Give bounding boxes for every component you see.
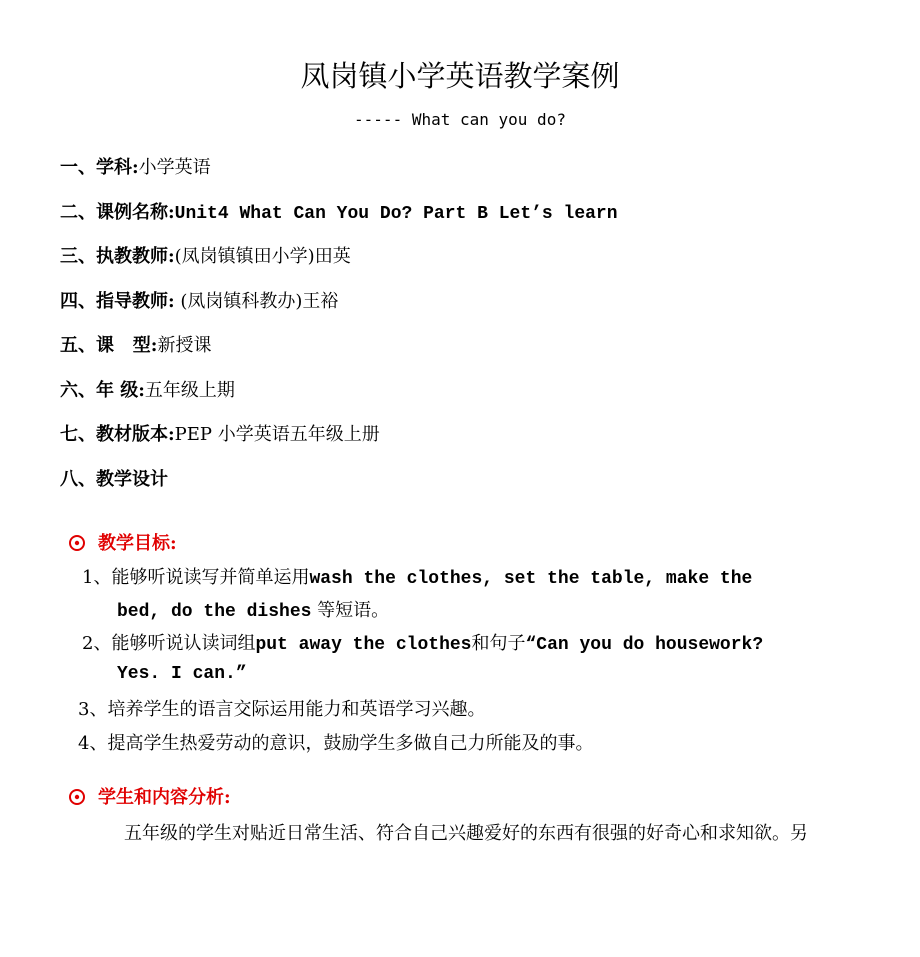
objective-text: 1、能够听说读写并简单运用 (82, 567, 310, 588)
field-grade (60, 376, 235, 402)
document-title: 凤岗镇小学英语教学案例 (300, 59, 620, 93)
field-value: 新授课 (157, 335, 212, 356)
document-subtitle: ----- What can you do? (354, 110, 566, 129)
objective-english: bed, do the dishes (117, 602, 312, 622)
field-value: Unit4 What Can You Do? Part B Let’s learn (174, 204, 618, 224)
field-value: PEP 小学英语五年级上册 (174, 424, 380, 445)
field-label: 三、执教教师: (60, 246, 175, 267)
objective-text: 等短语。 (317, 600, 390, 621)
field-supervisor (60, 287, 338, 313)
section-heading: 学生和内容分析: (98, 787, 231, 808)
field-label: 四、指导教师: (60, 291, 175, 312)
field-lesson-type (60, 331, 211, 357)
field-teaching-design (60, 465, 168, 491)
objective-item-2-cont (117, 662, 247, 684)
field-teacher (60, 242, 351, 268)
objective-item-2 (82, 629, 763, 655)
objective-item-1 (82, 563, 752, 589)
field-label: 七、教材版本: (60, 424, 175, 445)
field-subject (60, 153, 211, 179)
field-value: 五年级上期 (144, 380, 235, 401)
objective-english: Yes. I can.” (117, 664, 247, 684)
circle-dot-icon (68, 534, 86, 552)
objective-text: 和句子 (471, 633, 526, 654)
field-textbook (60, 420, 380, 446)
objective-english: “Can you do housework? (525, 635, 764, 655)
field-lesson-name (60, 198, 618, 224)
analysis-paragraph: 五年级的学生对贴近日常生活、符合自己兴趣爱好的东西有很强的好奇心和求知欲。另 (124, 823, 808, 844)
field-label: 八、教学设计 (60, 469, 168, 490)
section-heading: 教学目标: (98, 533, 177, 554)
objective-item-4: 4、提高学生热爱劳动的意识，鼓励学生多做自己力所能及的事。 (78, 733, 594, 754)
section-analysis (68, 783, 231, 809)
field-label: 六、年 级: (60, 380, 145, 401)
field-label: 五、课 型: (60, 335, 158, 356)
objective-item-3: 3、培养学生的语言交际运用能力和英语学习兴趣。 (78, 699, 486, 720)
objective-english: wash the clothes, set the table, make the (309, 569, 753, 589)
objective-item-1-cont (117, 596, 389, 622)
section-objectives (68, 529, 177, 555)
field-label: 一、学科: (60, 157, 139, 178)
field-value: 小学英语 (138, 157, 211, 178)
objective-text: 2、能够听说认读词组 (82, 633, 256, 654)
field-value: (凤岗镇科教办)王裕 (174, 291, 339, 312)
objective-english: put away the clothes (255, 635, 472, 655)
field-value: (凤岗镇镇田小学)田英 (174, 246, 351, 267)
field-label: 二、课例名称: (60, 202, 175, 223)
circle-dot-icon (68, 788, 86, 806)
